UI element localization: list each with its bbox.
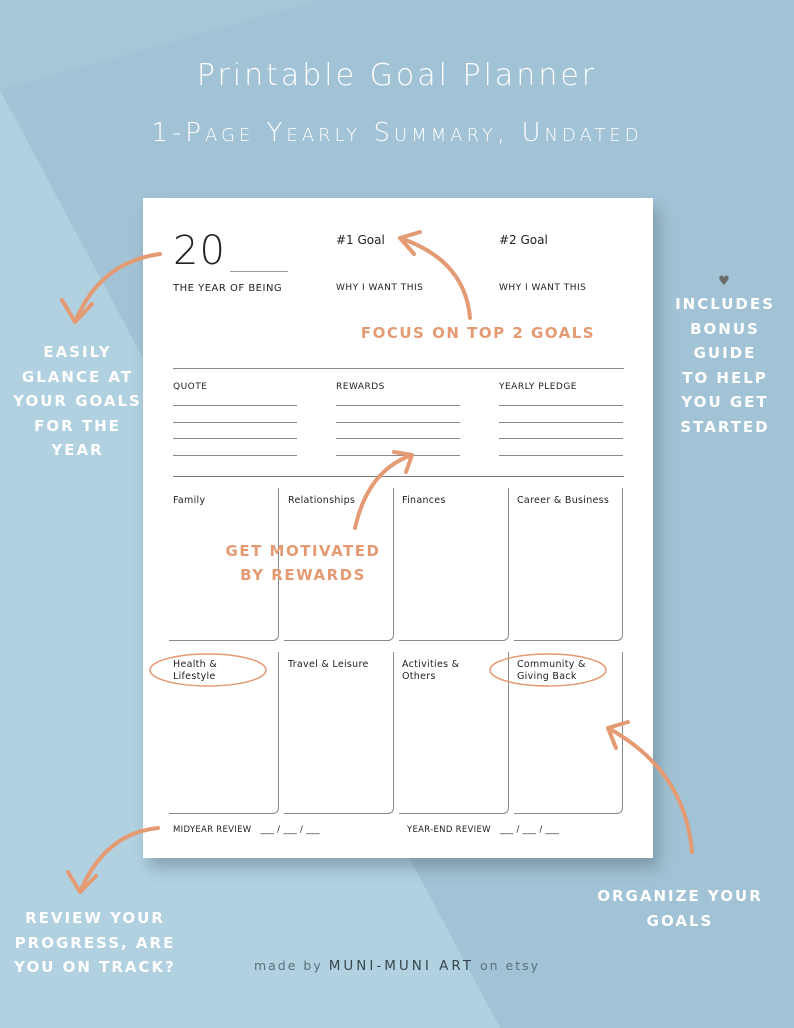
callout-line: REVIEW YOUR (25, 909, 165, 927)
year-blank-line (230, 271, 288, 272)
planner-page (143, 198, 653, 858)
rewards-line (336, 438, 460, 439)
rewards-line (336, 455, 460, 456)
category-relationships: Relationships (288, 495, 356, 506)
yearend-date: ___ / ___ / ___ (499, 825, 560, 835)
category-health: Health & Lifestyle (173, 659, 218, 682)
category-box (399, 488, 509, 641)
divider (173, 368, 624, 369)
callout-glance (10, 340, 145, 463)
callout-line: PROGRESS, ARE (14, 933, 176, 952)
quote-line (173, 455, 297, 456)
category-box (284, 652, 394, 814)
credit-line (0, 958, 794, 974)
callout-line: GLANCE AT (21, 367, 134, 386)
midyear-review (173, 825, 320, 835)
callout-line: TO HELP (682, 368, 768, 387)
callout-organize (595, 884, 765, 933)
category-box (514, 488, 623, 641)
yearend-label: YEAR-END REVIEW (407, 825, 491, 835)
rewards-label: REWARDS (336, 382, 385, 392)
rewards-line (336, 405, 460, 406)
page-subtitle: 1-Page Yearly Summary, Undated (151, 118, 643, 148)
callout-line: INCLUDES (675, 295, 775, 313)
pledge-line (499, 455, 623, 456)
quote-line (173, 438, 297, 439)
goal1-heading: #1 Goal (336, 233, 385, 247)
why2-label: WHY I WANT THIS (499, 283, 587, 293)
yearend-review (407, 825, 559, 835)
callout-line: GUIDE (693, 344, 757, 362)
why1-label: WHY I WANT THIS (336, 283, 424, 293)
category-community: Community & Giving Back (517, 659, 586, 682)
midyear-label: MIDYEAR REVIEW (173, 825, 252, 835)
page-title: Printable Goal Planner (196, 58, 598, 93)
quote-line (173, 405, 297, 406)
callout-line: YEAR (51, 441, 104, 459)
callout-motivated (213, 539, 393, 587)
divider (173, 476, 624, 477)
goal2-heading: #2 Goal (499, 233, 548, 247)
category-activities: Activities & Others (402, 659, 460, 682)
callout-line: YOU GET (681, 393, 769, 411)
callout-line: YOU ON TRACK? (14, 958, 176, 976)
credit-made-by: made by (253, 958, 323, 973)
year-of-being-label: THE YEAR OF BEING (173, 283, 283, 294)
callout-line: GET MOTIVATED (225, 542, 381, 560)
rewards-line (336, 422, 460, 423)
callout-focus: FOCUS ON TOP 2 GOALS (360, 324, 596, 342)
category-finances: Finances (402, 495, 446, 506)
callout-line: FOR THE (34, 416, 121, 435)
pledge-line (499, 422, 623, 423)
category-career: Career & Business (517, 495, 610, 506)
callout-line: BONUS (690, 319, 760, 338)
category-travel: Travel & Leisure (288, 659, 369, 670)
callout-line: YOUR GOALS (13, 392, 142, 410)
midyear-date: ___ / ___ / ___ (260, 825, 320, 835)
pledge-line (499, 405, 623, 406)
callout-line: GOALS (646, 911, 714, 930)
quote-line (173, 422, 297, 423)
callout-line: STARTED (680, 417, 770, 436)
callout-line: ORGANIZE YOUR (597, 887, 763, 905)
pledge-label: YEARLY PLEDGE (499, 382, 577, 392)
pledge-line (499, 438, 623, 439)
heart-icon: ♥ (718, 274, 732, 289)
quote-label: QUOTE (173, 382, 208, 392)
year-prefix: 20 (173, 228, 226, 274)
category-family: Family (173, 495, 206, 506)
callout-line: BY REWARDS (240, 566, 366, 584)
credit-brand: MUNI-MUNI ART (328, 958, 474, 974)
callout-bonus-guide (660, 272, 790, 439)
callout-line: EASILY (43, 343, 112, 361)
credit-on: on etsy (479, 958, 541, 973)
